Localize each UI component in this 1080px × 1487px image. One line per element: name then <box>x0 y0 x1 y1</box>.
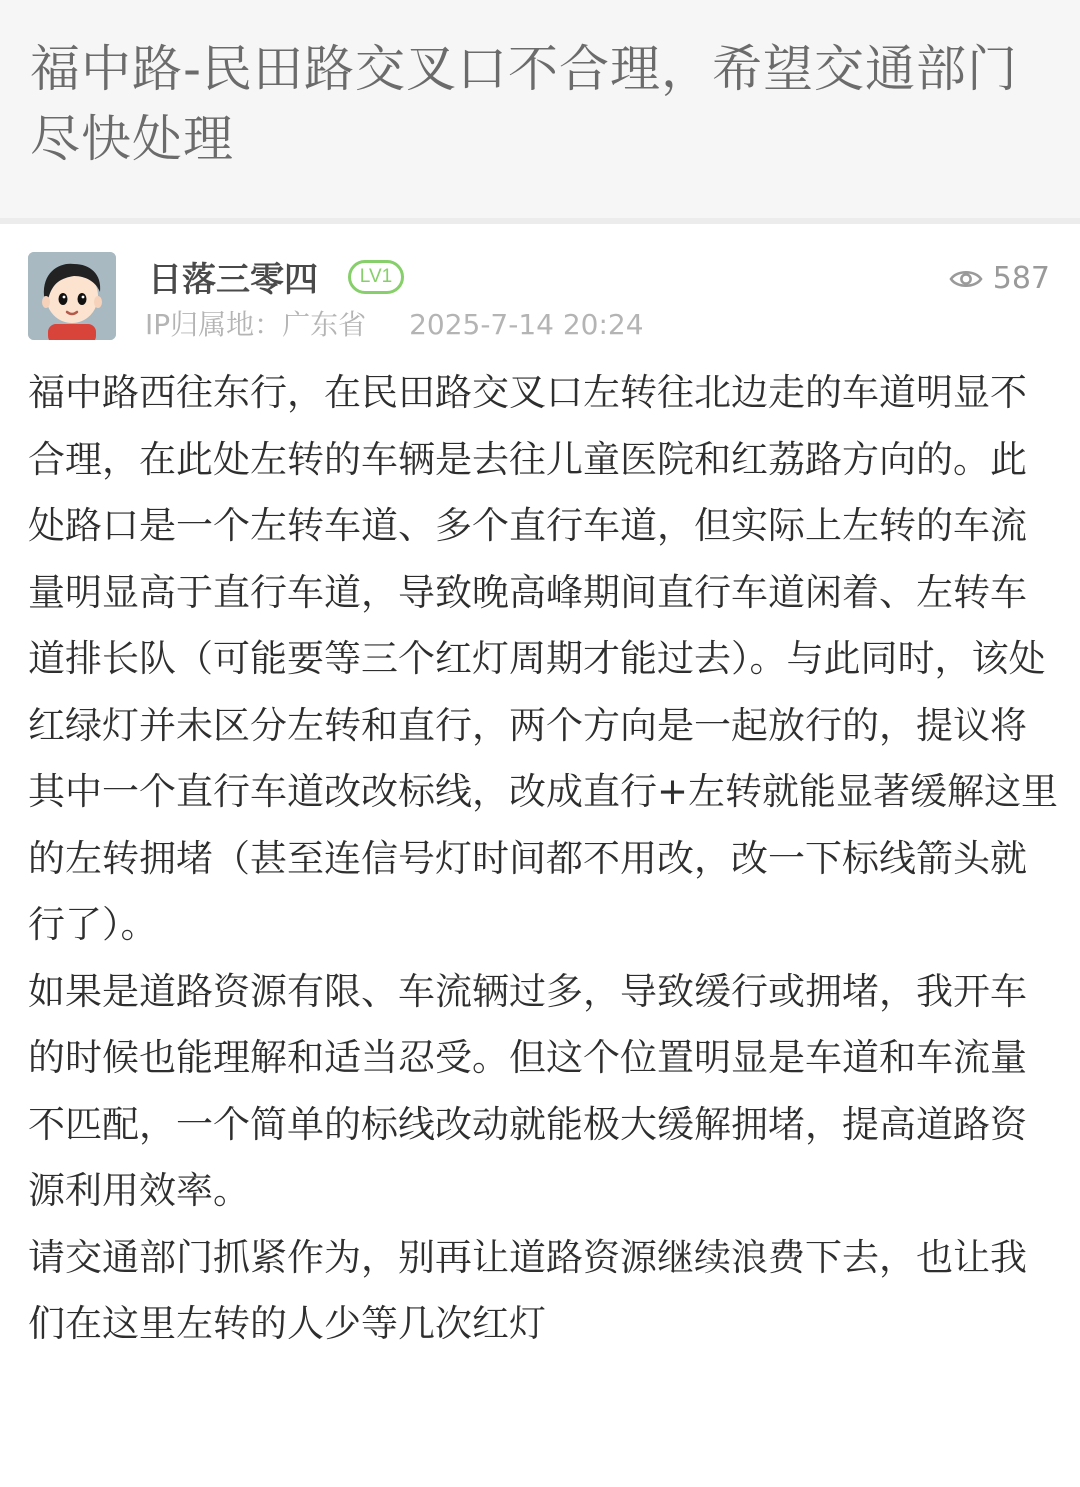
cartoon-boy-avatar-icon <box>28 252 116 340</box>
level-badge: LV1 <box>348 260 404 294</box>
post-paragraph: 福中路西往东行，在民田路交叉口左转往北边走的车道明显不合理，在此处左转的车辆是去往儿童医院和红荔路方向的。此处路口是一个左转车道、多个直行车道，但实际上左转的车流量明显高于直行车道，导致晚高峰期间直行车道闲着、左转车道排长队（可能要等三个红灯周期才能过去）。与此同时，该处红绿灯并未区分左转和直行，两个方向是一起放行的，提议将其中一个直行车道改改标线，改成直行+左转就能显著缓解这里的左转拥堵（甚至连信号灯时间都不用改，改一下标线箭头就行了）。 <box>28 371 1059 946</box>
post-meta <box>145 306 644 344</box>
ip-location: IP归属地：广东省 <box>145 308 367 341</box>
post-body <box>28 360 1058 1358</box>
avatar[interactable] <box>28 252 116 340</box>
post-datetime: 2025-7-14 20:24 <box>409 308 644 341</box>
view-count-value: 587 <box>992 261 1050 296</box>
page-title: 福中路-民田路交叉口不合理，希望交通部门尽快处理 <box>30 40 1019 168</box>
post-paragraph: 请交通部门抓紧作为，别再让道路资源继续浪费下去，也让我们在这里左转的人少等几次红灯 <box>28 1235 1027 1345</box>
post-header <box>0 0 1080 218</box>
post-paragraph: 如果是道路资源有限、车流辆过多，导致缓行或拥堵，我开车的时候也能理解和适当忍受。但这个位置明显是车道和车流量不匹配，一个简单的标线改动就能极大缓解拥堵，提高道路资源利用效率。 <box>28 969 1027 1212</box>
view-count <box>949 260 1050 298</box>
author-name[interactable]: 日落三零四 <box>148 260 318 300</box>
divider <box>0 218 1080 224</box>
eye-icon <box>949 268 983 290</box>
